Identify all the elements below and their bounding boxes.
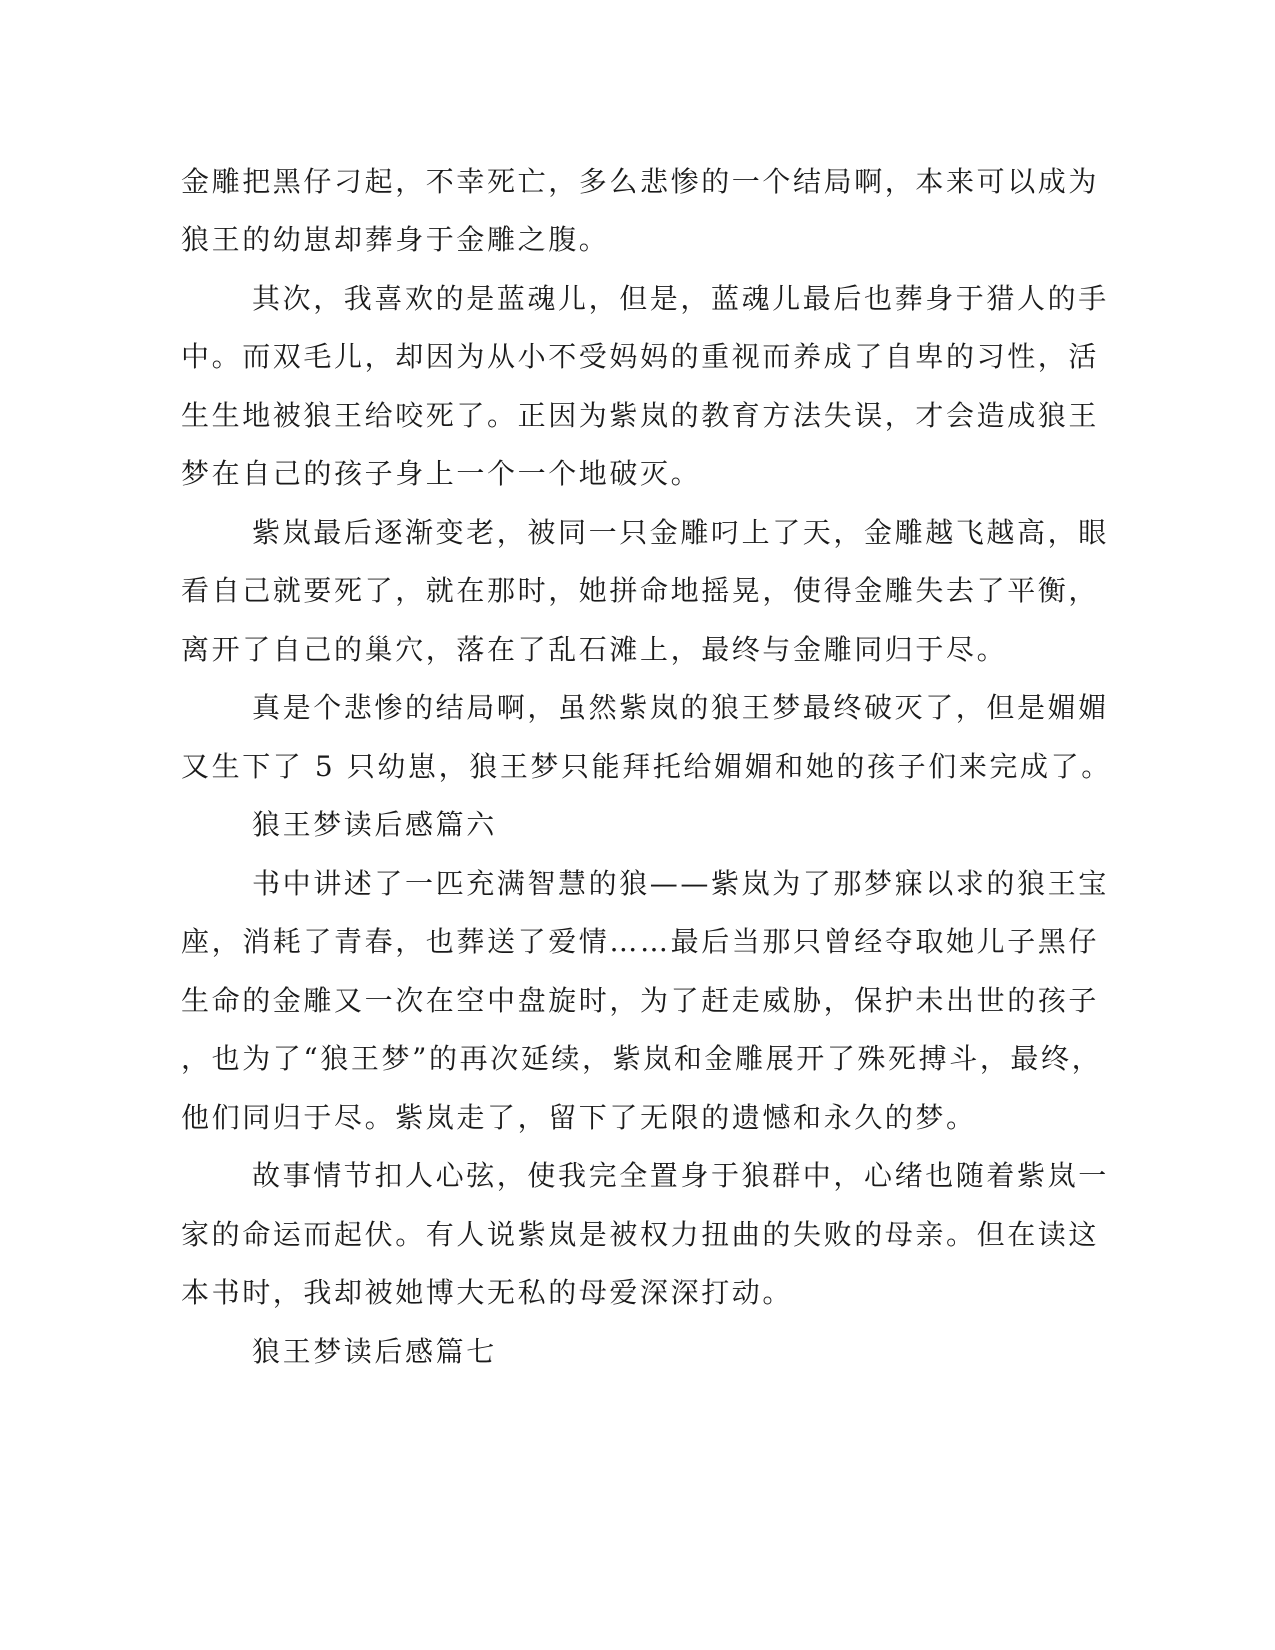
text-line: ，也为了“狼王梦”的再次延续，紫岚和金雕展开了殊死搏斗，最终， xyxy=(181,1042,1103,1075)
text-line: 生生地被狼王给咬死了。正因为紫岚的教育方法失误，才会造成狼王 xyxy=(181,399,1100,432)
text-line: 家的命运而起伏。有人说紫岚是被权力扭曲的失败的母亲。但在读这 xyxy=(181,1218,1100,1251)
text-line: 梦在自己的孩子身上一个一个地破灭。 xyxy=(181,457,702,490)
text-line: 故事情节扣人心弦，使我完全置身于狼群中，心绪也随着紫岚一 xyxy=(252,1159,1109,1192)
text-line: 又生下了 5 只幼崽，狼王梦只能拜托给媚媚和她的孩子们来完成了。 xyxy=(181,750,1112,783)
text-line: 座，消耗了青春，也葬送了爱情……最后当那只曾经夺取她儿子黑仔 xyxy=(181,925,1100,958)
text-line: 中。而双毛儿，却因为从小不受妈妈的重视而养成了自卑的习性，活 xyxy=(181,340,1100,373)
text-line: 本书时，我却被她博大无私的母爱深深打动。 xyxy=(181,1276,794,1309)
section-heading: 狼王梦读后感篇六 xyxy=(252,808,497,841)
text-line: 紫岚最后逐渐变老，被同一只金雕叼上了天，金雕越飞越高，眼 xyxy=(252,516,1109,549)
text-line: 真是个悲惨的结局啊，虽然紫岚的狼王梦最终破灭了，但是媚媚 xyxy=(252,691,1109,724)
text-line: 生命的金雕又一次在空中盘旋时，为了赶走威胁，保护未出世的孩子 xyxy=(181,984,1100,1017)
text-line: 看自己就要死了，就在那时，她拼命地摇晃，使得金雕失去了平衡， xyxy=(181,574,1100,607)
text-line: 离开了自己的巢穴，落在了乱石滩上，最终与金雕同归于尽。 xyxy=(181,633,1008,666)
text-line: 其次，我喜欢的是蓝魂儿，但是，蓝魂儿最后也葬身于猎人的手 xyxy=(252,282,1109,315)
section-heading: 狼王梦读后感篇七 xyxy=(252,1335,497,1368)
text-line: 书中讲述了一匹充满智慧的狼——紫岚为了那梦寐以求的狼王宝 xyxy=(252,867,1109,900)
text-line: 金雕把黑仔刁起，不幸死亡，多么悲惨的一个结局啊，本来可以成为 xyxy=(181,165,1100,198)
text-line: 他们同归于尽。紫岚走了，留下了无限的遗憾和永久的梦。 xyxy=(181,1101,977,1134)
text-line: 狼王的幼崽却葬身于金雕之腹。 xyxy=(181,223,610,256)
